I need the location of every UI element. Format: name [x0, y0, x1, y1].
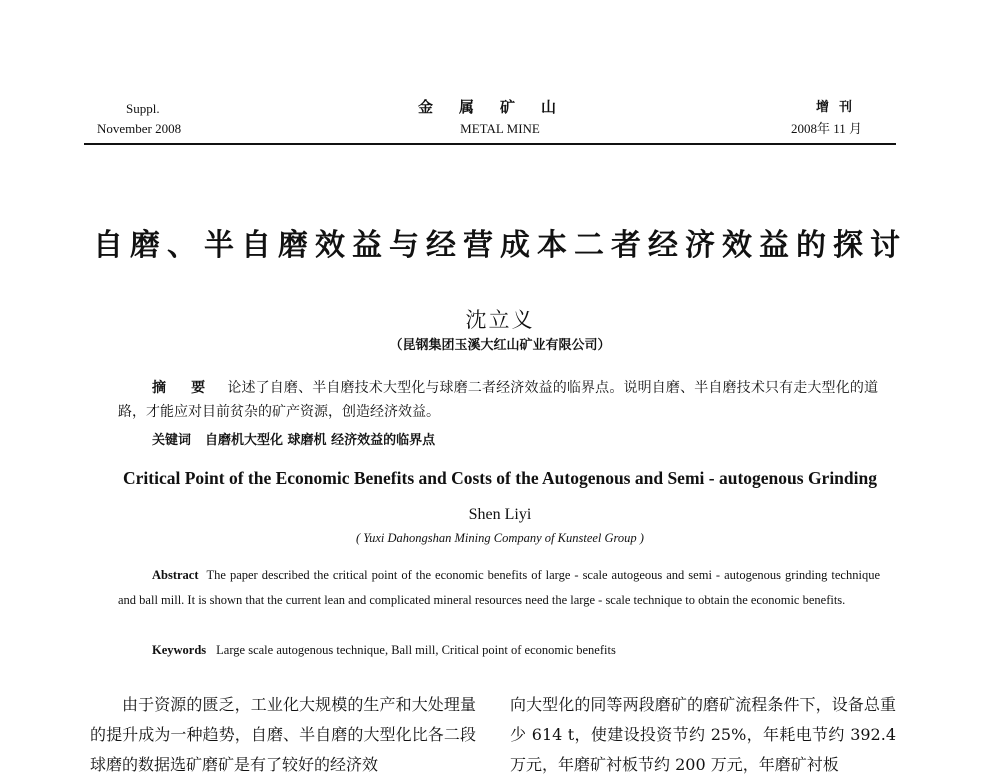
affiliation-english: ( Yuxi Dahongshan Mining Company of Kunsteel Group ): [356, 531, 644, 545]
abstract-chinese-label: 摘 要: [152, 380, 216, 396]
keywords-chinese-text: 自磨机大型化 球磨机 经济效益的临界点: [205, 433, 436, 448]
keywords-english: [152, 643, 616, 658]
abstract-english-label: Abstract: [152, 568, 199, 582]
keywords-chinese: [152, 429, 435, 448]
header-date-en: November 2008: [97, 121, 182, 136]
body-left-column: 由于资源的匮乏，工业化大规模的生产和大处理量的提升成为一种趋势，自磨、半自磨的大型化比各二段球磨的数据选矿磨矿是有了较好的经济效: [90, 695, 476, 774]
header-journal-en: METAL MINE: [460, 121, 540, 136]
title-chinese: 自磨、半自磨效益与经营成本二者经济效益的探讨: [93, 228, 907, 263]
abstract-english: [118, 563, 880, 613]
abstract-chinese-text: 论述了自磨、半自磨技术大型化与球磨二者经济效益的临界点。说明自磨、半自磨技术只有走大型化的道路，才能应对目前贫杂的矿产资源，创造经济效益。: [118, 380, 879, 420]
body-right-column: 向大型化的同等两段磨矿的磨矿流程条件下，设备总重少 614 t，使建设投资节约 25%，年耗电节约 392.4 万元，年磨矿衬板节约 200 万元，年磨矿衬板: [510, 695, 896, 774]
header-date-zh: 2008年 11 月: [790, 121, 862, 136]
header-rule: [84, 143, 896, 145]
author-english: Shen Liyi: [468, 506, 532, 523]
header-supplement-zh: 增刊: [815, 100, 862, 115]
author-chinese: 沈立义: [465, 308, 535, 332]
keywords-chinese-label: 关键词: [152, 433, 192, 448]
abstract-chinese: [118, 376, 878, 424]
header-suppl: Suppl.: [126, 101, 160, 116]
affiliation-chinese: （昆钢集团玉溪大红山矿业有限公司）: [389, 338, 611, 353]
abstract-english-text: The paper described the critical point of the economic benefits of large - scale autogeous and semi - autogenous grinding technique and ball mill. It is shown that the current lean and complicated mineral resources need the large - scale technique to obtain the economic benefits.: [118, 568, 880, 607]
keywords-english-text: Large scale autogenous technique, Ball mill, Critical point of economic benefits: [216, 643, 616, 657]
header-journal-zh: 金属矿山: [417, 98, 582, 116]
title-english: Critical Point of the Economic Benefits and Costs of the Autogenous and Semi - autogenous Grinding: [123, 468, 877, 488]
keywords-english-label: Keywords: [152, 643, 207, 657]
